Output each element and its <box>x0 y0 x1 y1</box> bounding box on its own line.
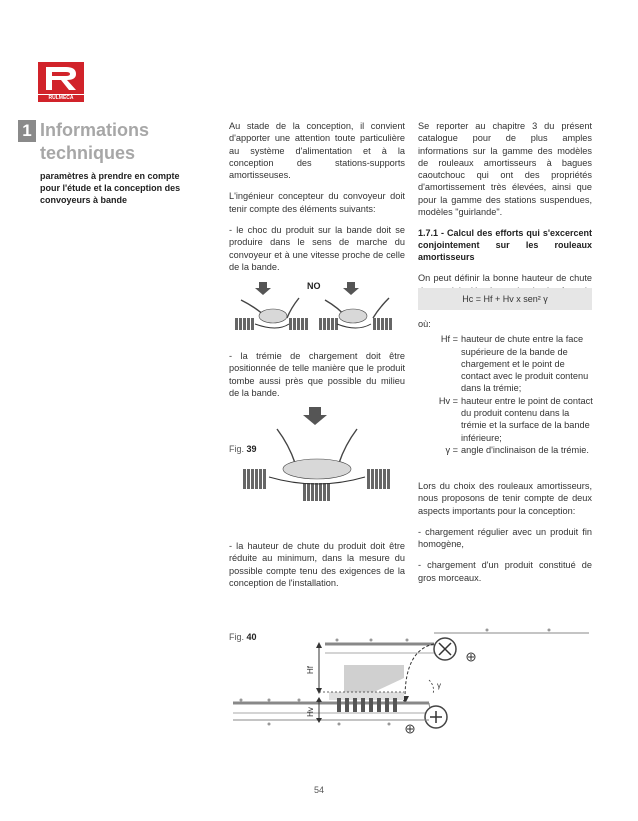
col1-paragraph-3: - le choc du produit sur la bande doit se produire dans le sens de marche du convoyeur et à une vitesse proche de celle de la bande. <box>229 225 405 272</box>
definition-value: hauteur entre le point de contact du produit contenu dans la trémie et la surface de la bande inférieure; <box>461 395 593 443</box>
section-heading: 1.7.1 - Calcul des efforts qui s'excercent conjointement sur les rouleaux amortisseurs <box>418 228 592 263</box>
no-label: NO <box>307 281 321 291</box>
definition-value: hauteur de chute entre la face supérieure de la bande de chargement et le point de contact avec le produit contenu dans la trémie; <box>461 334 589 394</box>
col2-paragraph-5: - chargement d'un produit constitué de gros morceaux. <box>418 560 592 583</box>
col1-paragraph-1: Au stade de la conception, il convient d'apporter une attention toute particulière au système d'alimentation et à la conception des stations-supports amortisseuses. <box>229 121 405 181</box>
fig-39-label <box>229 444 257 454</box>
col2-paragraph-4: - chargement régulier avec un produit fin homogène, <box>418 526 592 550</box>
gamma-label: γ <box>437 681 441 690</box>
col1-paragraph-4-block <box>229 350 405 408</box>
definition-key: γ = <box>445 444 458 455</box>
definition-value: angle d'inclinaison de la trémie. <box>461 444 589 455</box>
side-note: paramètres à prendre en compte pour l'étude et la conception des convoyeurs à bande <box>40 171 181 205</box>
figure-40-drop-height <box>229 620 599 745</box>
col2-paragraph-1: Se reporter au chapitre 3 du présent catalogue pour de plus amples informations sur la gamme des modèles de rouleaux amortisseurs à bagues caoutchouc qui ont des propriétés d'amortissement très élevées, ainsi que pour la gamme des stations suspendues, modèles "guirlande". <box>418 121 592 218</box>
col1-paragraph-2: L'ingénieur concepteur du convoyeur doit tenir compte des éléments suivants: <box>229 191 405 214</box>
definition-row <box>418 444 594 456</box>
chapter-title-line2: techniques <box>40 143 136 163</box>
fig-39-number: 39 <box>246 444 257 454</box>
chapter-number: 1 <box>18 120 36 142</box>
page-number: 54 <box>313 785 324 795</box>
col2-paragraph-2: On peut définir la bonne hauteur de chute <box>418 273 592 284</box>
col1-paragraph-5-block <box>229 540 405 598</box>
definitions-list <box>418 318 594 456</box>
definition-row <box>418 395 594 444</box>
definition-key: Hv = <box>438 395 458 406</box>
chapter-title <box>40 119 149 165</box>
chapter-title-line1: Informations <box>40 120 150 140</box>
figure-39-correct-loading <box>229 405 405 515</box>
definition-key: Hf = <box>440 334 458 345</box>
hv-label: Hv <box>306 707 315 717</box>
fig-39-prefix: Fig. <box>229 444 245 454</box>
fig-40-prefix: Fig. <box>229 632 245 642</box>
col1-paragraph-4: - la trémie de chargement doit être positionnée de telle manière que le produit tombe aussi près que possible du milieu de la bande. <box>229 351 405 398</box>
col2-paragraph-3: Lors du choix des rouleaux amortisseurs, nous proposons de tenir compte de deux aspects importants pour la conception: <box>418 481 592 516</box>
col1-paragraph-5: - la hauteur de chute du produit doit être réduite au minimum, dans la mesure du possible compte tenu des exigences de la conception de l'installation. <box>229 541 405 588</box>
formula-box: Hc = Hf + Hv x sen² γ <box>418 288 592 310</box>
col1-intro <box>229 120 405 282</box>
definitions-intro: où: <box>418 319 431 329</box>
col2-bottom <box>418 480 592 593</box>
logo-wordmark: RULMECA <box>48 95 74 101</box>
fig-40-number: 40 <box>246 632 257 642</box>
definition-row <box>418 333 594 394</box>
hf-label: Hf <box>306 666 315 674</box>
